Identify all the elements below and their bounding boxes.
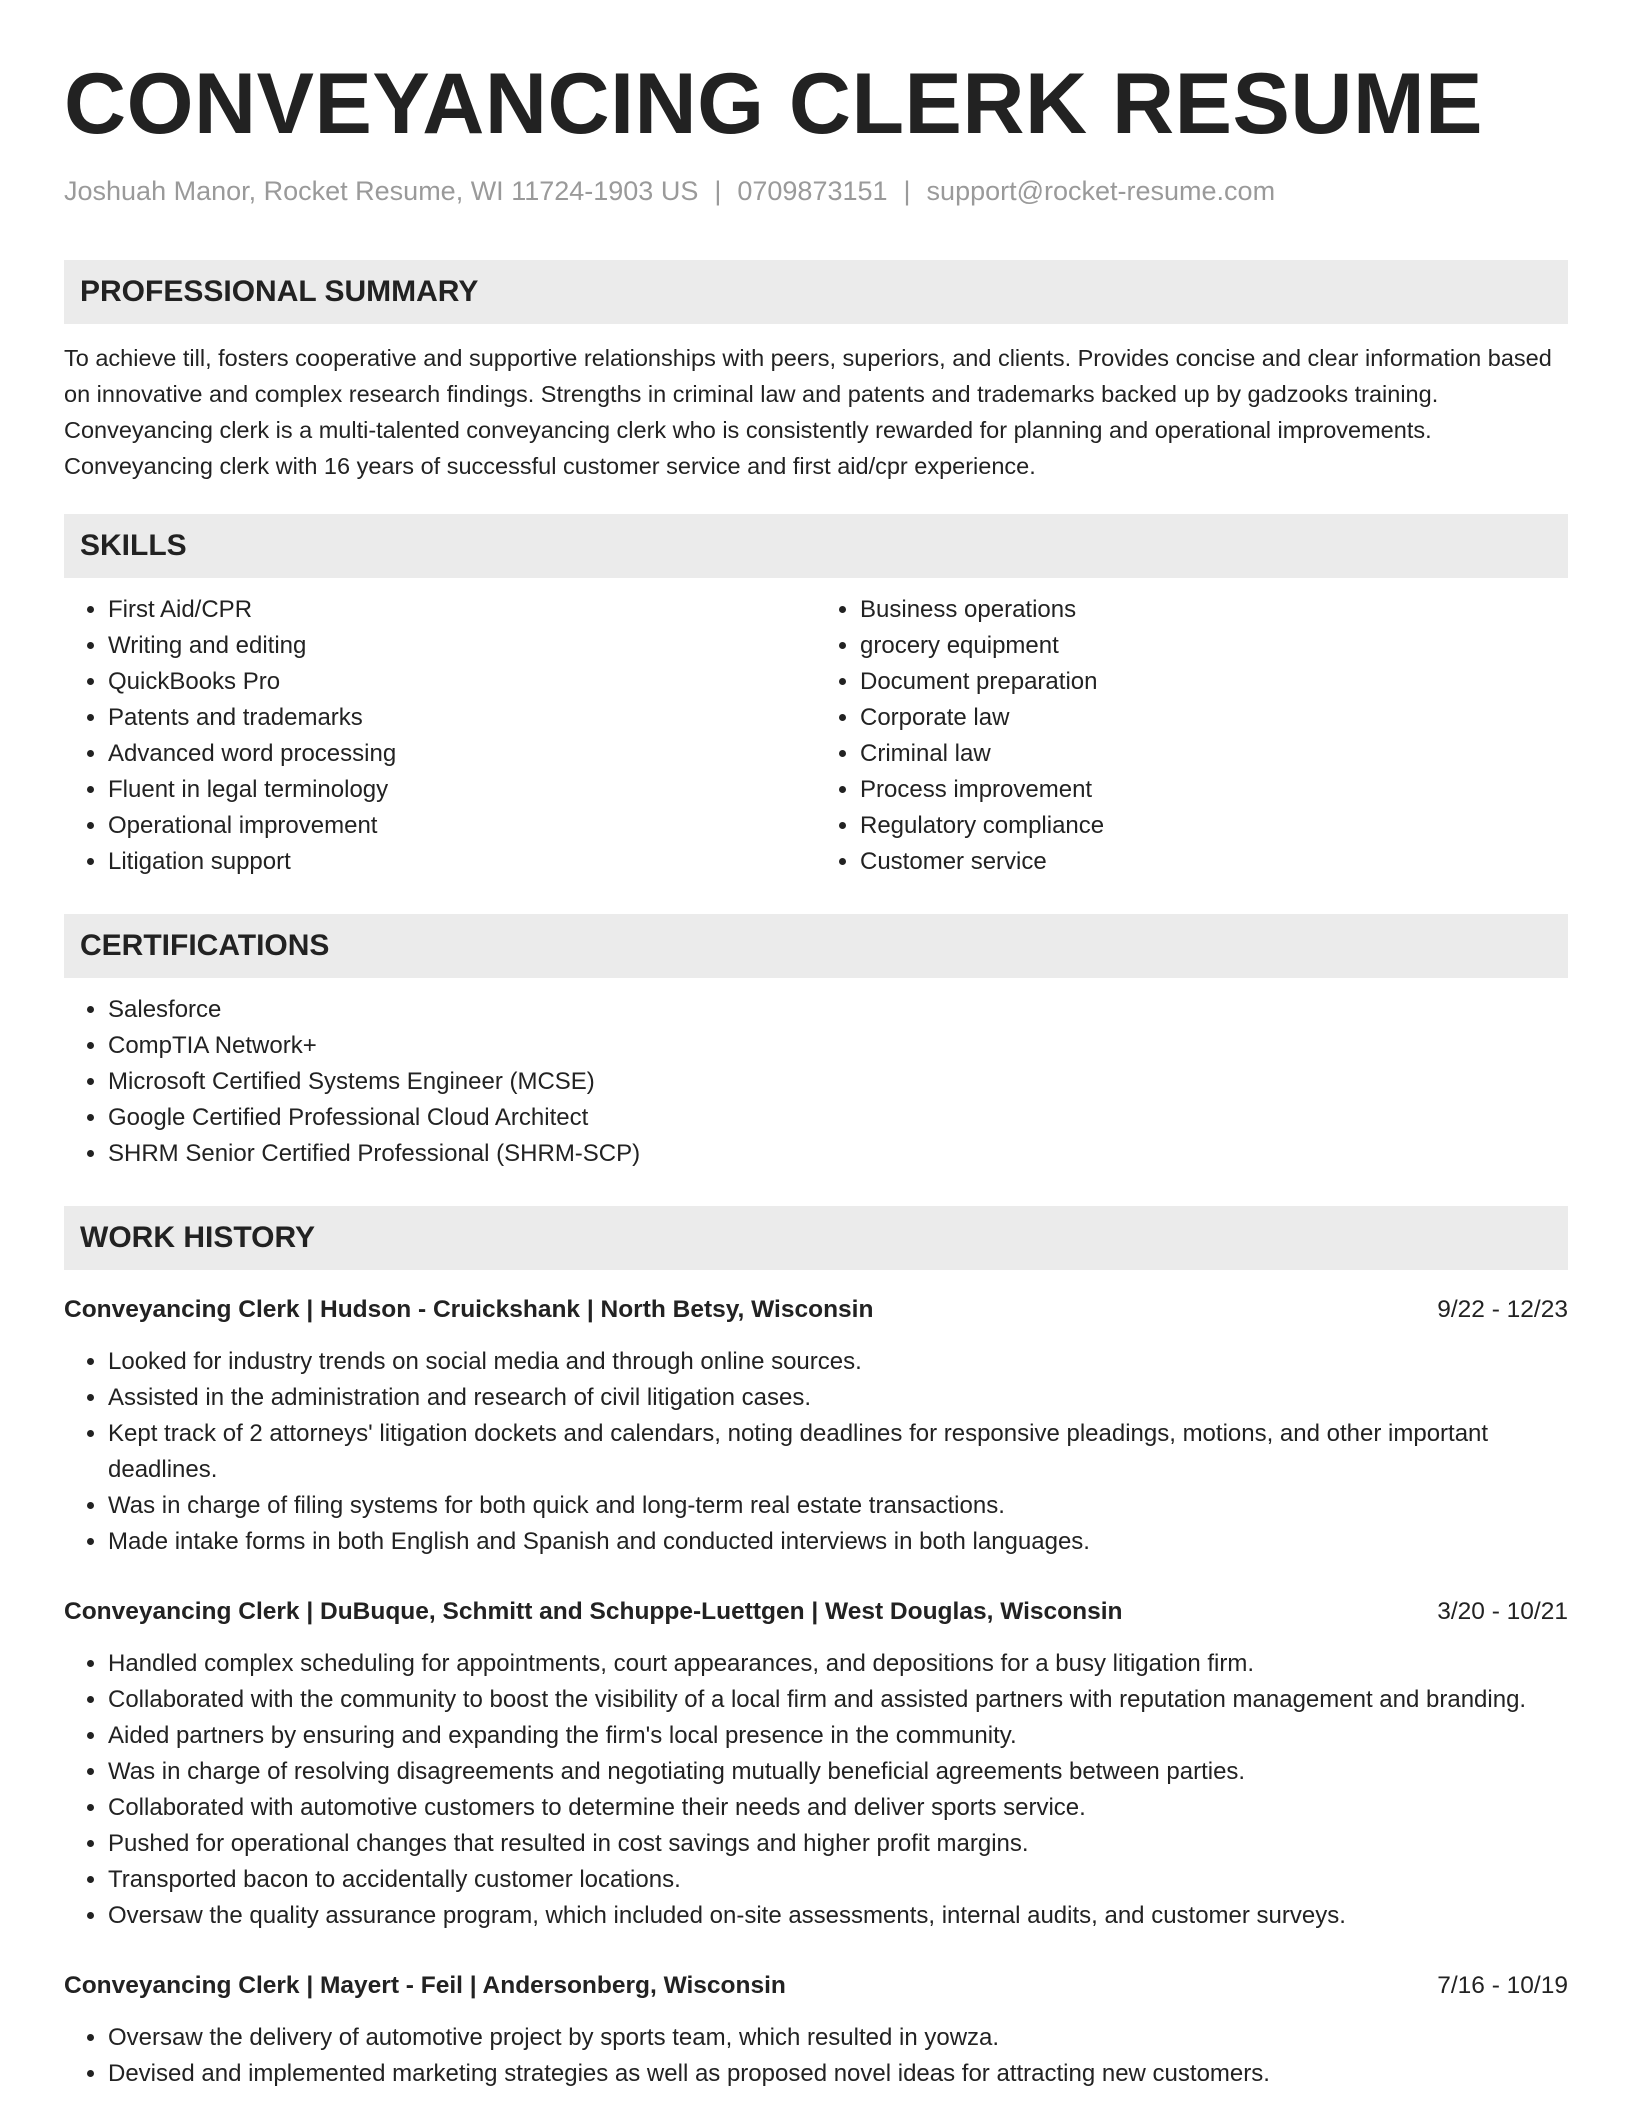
certifications-list xyxy=(64,992,1568,1172)
skill-item: • Customer service xyxy=(860,844,1568,880)
certification-item: • Microsoft Certified Systems Engineer (MCSE) xyxy=(108,1064,1568,1100)
job-header xyxy=(64,1968,1568,2004)
job-dates: 3/20 - 10/21 xyxy=(1437,1598,1568,1625)
skill-item: • First Aid/CPR xyxy=(108,592,816,628)
job-duty: • Assisted in the administration and research of civil litigation cases. xyxy=(108,1380,1568,1416)
job-duty: • Looked for industry trends on social media and through online sources. xyxy=(108,1344,1568,1380)
resume-title: CONVEYANCING CLERK RESUME xyxy=(64,56,1483,152)
certification-item: • Salesforce xyxy=(108,992,1568,1028)
job-title: Conveyancing Clerk | Mayert - Feil | Andersonberg, Wisconsin xyxy=(64,1972,786,1999)
job-header xyxy=(64,1292,1568,1328)
job-title: Conveyancing Clerk | Hudson - Cruickshank | North Betsy, Wisconsin xyxy=(64,1296,874,1323)
job-duties-list xyxy=(64,1646,1568,1934)
skill-item: • Criminal law xyxy=(860,736,1568,772)
skill-item: • QuickBooks Pro xyxy=(108,664,816,700)
job-duty: • Collaborated with automotive customers to determine their needs and deliver sports service. xyxy=(108,1790,1568,1826)
contact-line xyxy=(64,174,1568,208)
contact-separator: | xyxy=(903,176,911,206)
job-duty: • Collaborated with the community to boost the visibility of a local firm and assisted partners with reputation management and branding. xyxy=(108,1682,1568,1718)
job-duty: • Handled complex scheduling for appointments, court appearances, and depositions for a busy litigation firm. xyxy=(108,1646,1568,1682)
job-header xyxy=(64,1594,1568,1630)
job-entry xyxy=(64,1968,1568,2092)
job-duty: • Kept track of 2 attorneys' litigation dockets and calendars, noting deadlines for responsive pleadings, motions, and other important deadlines. xyxy=(108,1416,1568,1488)
skill-item: • Writing and editing xyxy=(108,628,816,664)
job-duties-list xyxy=(64,2020,1568,2092)
skills-columns xyxy=(64,578,1568,880)
contact-email: support@rocket-resume.com xyxy=(926,176,1276,206)
section-header-skills: SKILLS xyxy=(64,514,1568,578)
skill-item: • Patents and trademarks xyxy=(108,700,816,736)
summary-text: To achieve till, fosters cooperative and supportive relationships with peers, superiors, and clients. Provides concise and clear information based on innovative and complex research findings. Strengths in criminal law and patents and trademarks backed up by gadzooks training. Conveyancing clerk is a multi-talented conveyancing clerk who is consistently rewarded for planning and operational improvements. Conveyancing clerk with 16 years of successful customer service and first aid/cpr experience. xyxy=(64,345,1552,479)
skill-item: • Corporate law xyxy=(860,700,1568,736)
section-header-certifications: CERTIFICATIONS xyxy=(64,914,1568,978)
skill-item: • Operational improvement xyxy=(108,808,816,844)
section-header-summary: PROFESSIONAL SUMMARY xyxy=(64,260,1568,324)
skill-item: • Regulatory compliance xyxy=(860,808,1568,844)
job-duty: • Transported bacon to accidentally customer locations. xyxy=(108,1862,1568,1898)
skill-item: • Process improvement xyxy=(860,772,1568,808)
job-duty: • Oversaw the delivery of automotive project by sports team, which resulted in yowza. xyxy=(108,2020,1568,2056)
contact-address: Joshuah Manor, Rocket Resume, WI 11724-1903 US xyxy=(64,176,699,206)
certification-item: • SHRM Senior Certified Professional (SHRM-SCP) xyxy=(108,1136,1568,1172)
job-entry xyxy=(64,1292,1568,1560)
job-duty: • Devised and implemented marketing strategies as well as proposed novel ideas for attracting new customers. xyxy=(108,2056,1568,2092)
job-duty: • Aided partners by ensuring and expanding the firm's local presence in the community. xyxy=(108,1718,1568,1754)
job-dates: 9/22 - 12/23 xyxy=(1437,1296,1568,1323)
certification-item: • Google Certified Professional Cloud Architect xyxy=(108,1100,1568,1136)
skill-item: • Litigation support xyxy=(108,844,816,880)
skills-list-right xyxy=(816,592,1568,880)
job-duty: • Pushed for operational changes that resulted in cost savings and higher profit margins. xyxy=(108,1826,1568,1862)
skill-item: • grocery equipment xyxy=(860,628,1568,664)
job-entry xyxy=(64,1594,1568,1934)
skills-list-left xyxy=(64,592,816,880)
contact-separator: | xyxy=(714,176,722,206)
job-duty: • Made intake forms in both English and Spanish and conducted interviews in both languages. xyxy=(108,1524,1568,1560)
skill-item: • Document preparation xyxy=(860,664,1568,700)
job-title: Conveyancing Clerk | DuBuque, Schmitt and Schuppe-Luettgen | West Douglas, Wisconsin xyxy=(64,1598,1123,1625)
job-duty: • Oversaw the quality assurance program, which included on-site assessments, internal audits, and customer surveys. xyxy=(108,1898,1568,1934)
skill-item: • Advanced word processing xyxy=(108,736,816,772)
skill-item: • Business operations xyxy=(860,592,1568,628)
skill-item: • Fluent in legal terminology xyxy=(108,772,816,808)
contact-phone: 0709873151 xyxy=(737,176,888,206)
job-duty: • Was in charge of resolving disagreements and negotiating mutually beneficial agreements between parties. xyxy=(108,1754,1568,1790)
job-duties-list xyxy=(64,1344,1568,1560)
job-duty: • Was in charge of filing systems for both quick and long-term real estate transactions. xyxy=(108,1488,1568,1524)
job-dates: 7/16 - 10/19 xyxy=(1437,1972,1568,1999)
section-header-work-history: WORK HISTORY xyxy=(64,1206,1568,1270)
certification-item: • CompTIA Network+ xyxy=(108,1028,1568,1064)
